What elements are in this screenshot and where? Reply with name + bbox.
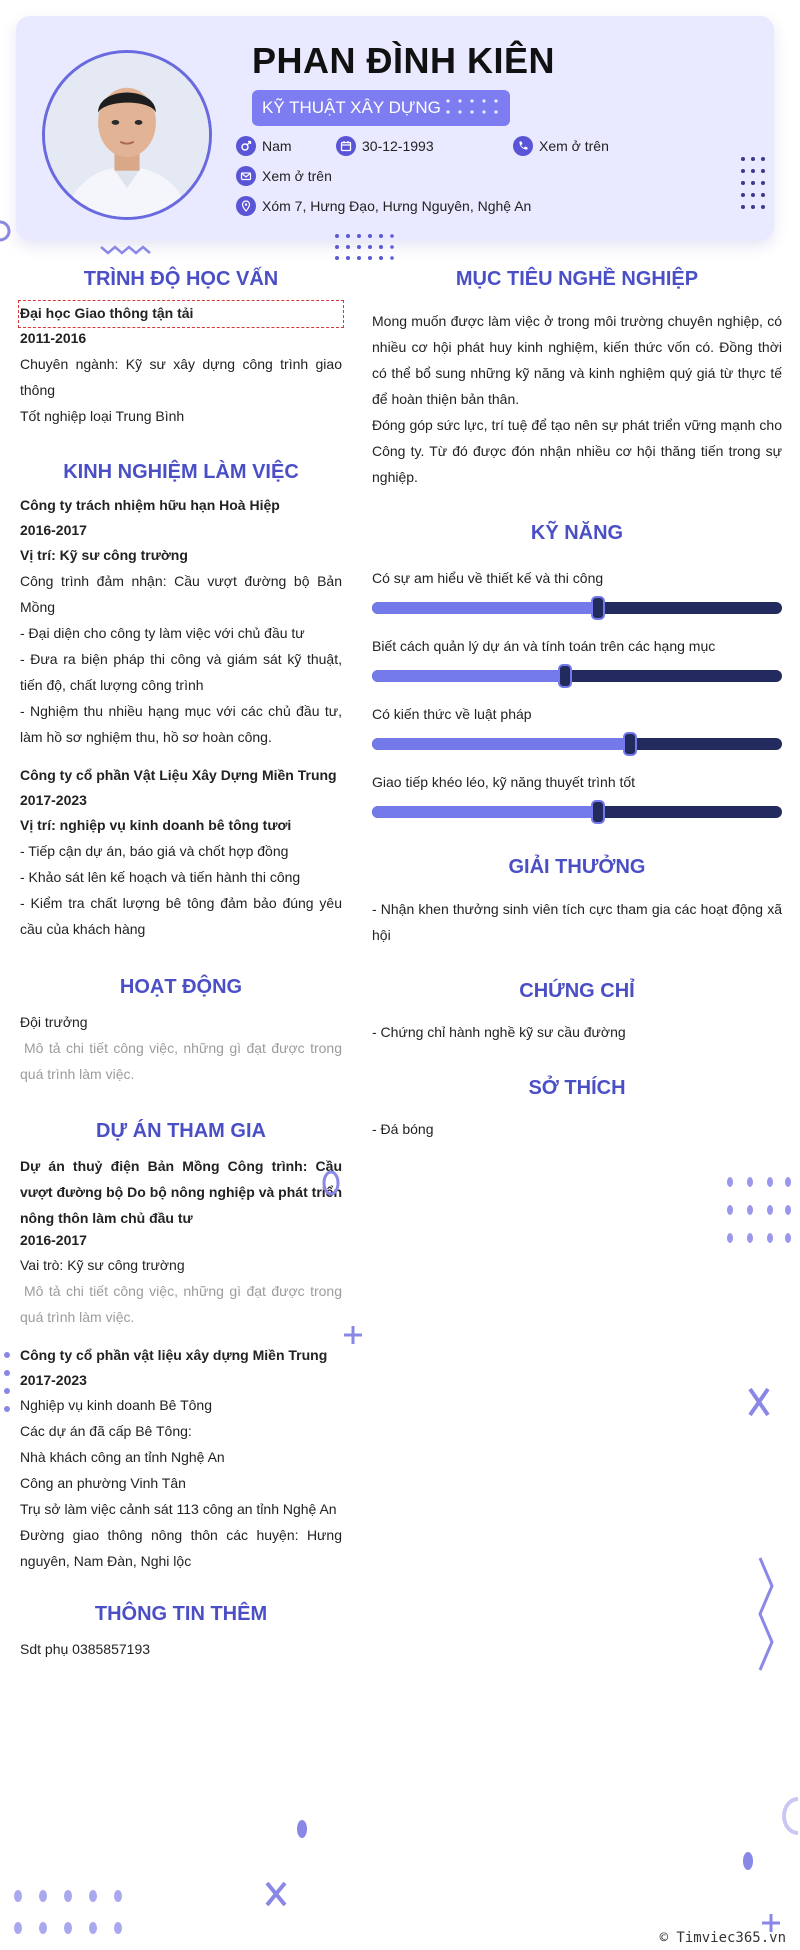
skill-bar <box>372 670 782 682</box>
half-ring-icon <box>782 1796 800 1836</box>
certificates-text: - Chứng chỉ hành nghề kỹ sư cầu đường <box>372 1024 626 1040</box>
skill-bar-handle[interactable] <box>591 596 605 620</box>
plus-icon <box>342 1324 364 1346</box>
job-line: Công trình đảm nhận: Cầu vượt đường bộ Bản Mồng <box>20 573 342 615</box>
skill-bar-handle[interactable] <box>591 800 605 824</box>
candidate-name: PHAN ĐÌNH KIÊN <box>252 40 556 81</box>
project-description: Mô tả chi tiết công việc, những gì đạt được trong quá trình làm việc. <box>20 1283 342 1325</box>
email-row: Xem ở trên <box>236 166 332 186</box>
job-line: - Tiếp cận dự án, báo giá và chốt hợp đồng <box>20 843 289 859</box>
dot-icon <box>296 1818 308 1840</box>
job-line: - Nghiệm thu nhiều hạng mục với các chủ đầu tư, làm hồ sơ nghiệm thu, hồ sơ hoàn công. <box>20 703 342 745</box>
skill-bar <box>372 602 782 614</box>
project-line: Trụ sở làm việc cảnh sát 113 công an tỉnh Nghệ An <box>20 1501 337 1517</box>
extra-info-text: Sdt phụ 0385857193 <box>20 1641 151 1657</box>
skill-bar-fill <box>372 670 565 682</box>
skill-label: Biết cách quản lý dự án và tính toán trên các hạng mục <box>372 638 716 654</box>
dots-column-icon <box>0 1350 14 1420</box>
location-pin-icon <box>236 196 256 216</box>
wave-line-icon <box>100 244 154 256</box>
dot-icon <box>742 1850 754 1872</box>
skill-bar-handle[interactable] <box>623 732 637 756</box>
hobbies-title: SỞ THÍCH <box>528 1077 626 1099</box>
avatar <box>42 50 212 220</box>
phone-row: Xem ở trên <box>513 136 609 156</box>
skill-label: Có kiến thức về luật pháp <box>372 706 532 722</box>
skill-bar-fill <box>372 602 598 614</box>
project-name: Công ty cổ phần vật liệu xây dựng Miền Trung <box>20 1347 328 1363</box>
job-title: KỸ THUẬT XÂY DỰNG <box>262 98 441 117</box>
job-line: - Đưa ra biện pháp thi công và giám sát kỹ thuật, tiến độ, chất lượng công trình <box>20 651 342 693</box>
project-period: 2017-2023 <box>20 1372 87 1388</box>
dots-decoration-icon <box>722 1172 792 1248</box>
job-company: Công ty trách nhiệm hữu hạn Hoà Hiệp <box>20 497 280 513</box>
cross-icon <box>264 1880 288 1908</box>
education-grade: Tốt nghiệp loại Trung Bình <box>20 408 185 424</box>
job-position: Vị trí: nghiệp vụ kinh doanh bê tông tươi <box>20 817 292 833</box>
dots-decoration-icon <box>444 96 500 118</box>
project-line: Các dự án đã cấp Bê Tông: <box>20 1423 192 1439</box>
project-line: Nhà khách công an tỉnh Nghệ An <box>20 1449 225 1465</box>
dots-decoration-icon <box>740 156 766 212</box>
gender-icon <box>236 136 256 156</box>
certificates-title: CHỨNG CHỈ <box>519 980 635 1002</box>
project-line: Đường giao thông nông thôn các huyện: Hưng nguyên, Nam Đàn, Nghi lộc <box>20 1527 342 1569</box>
half-ring-icon <box>0 220 14 242</box>
skills-title: KỸ NĂNG <box>530 522 624 544</box>
objective-paragraph: Mong muốn được làm việc ở trong môi trường chuyên nghiệp, có nhiều cơ hội phát huy kinh nghiệm, kiến thức vốn có. Đồng thời có thể bổ sung những kỹ năng và kinh nghiệm quý giá từ thực tế để hoàn thiện bản thân. <box>372 313 782 407</box>
project-role: Vai trò: Kỹ sư công trường <box>20 1257 185 1273</box>
education-major: Chuyên ngành: Kỹ sư xây dựng công trình giao thông <box>20 356 342 398</box>
skill-bar-fill <box>372 738 630 750</box>
project-period: 2016-2017 <box>20 1232 87 1248</box>
project-line: Công an phường Vinh Tân <box>20 1475 186 1491</box>
address-row: Xóm 7, Hưng Đạo, Hưng Nguyên, Nghệ An <box>236 196 531 216</box>
education-period: 2011-2016 <box>20 330 87 346</box>
mail-icon <box>236 166 256 186</box>
education-title: TRÌNH ĐỘ HỌC VẤN <box>83 268 279 290</box>
skill-bar <box>372 738 782 750</box>
job-line: - Khảo sát lên kế hoạch và tiến hành thi công <box>20 869 301 885</box>
job-title-badge <box>252 90 510 126</box>
phone-icon <box>513 136 533 156</box>
watermark: © Timviec365.vn <box>659 1930 786 1946</box>
activity-description: Mô tả chi tiết công việc, những gì đạt được trong quá trình làm việc. <box>20 1040 342 1082</box>
project-name: Dự án thuỷ điện Bản Mồng Công trình: Cầu vượt đường bộ Do bộ nông nghiệp và phát triển nông thôn làm chủ đầu tư <box>20 1158 342 1226</box>
job-line: - Kiểm tra chất lượng bê tông đảm bảo đúng yêu cầu của khách hàng <box>20 895 342 937</box>
education-school: Đại học Giao thông tận tải <box>20 305 194 321</box>
skill-bar-fill <box>372 806 598 818</box>
gender-row: Nam <box>236 136 292 156</box>
extra-info-title: THÔNG TIN THÊM <box>94 1603 268 1625</box>
experience-title: KINH NGHIỆM LÀM VIỆC <box>63 461 299 483</box>
ring-icon <box>320 1168 342 1198</box>
skill-label: Giao tiếp khéo léo, kỹ năng thuyết trình tốt <box>372 774 636 790</box>
cross-icon <box>746 1386 772 1418</box>
dots-decoration-icon <box>10 1886 130 1942</box>
objective-title: MỤC TIÊU NGHỀ NGHIỆP <box>455 268 699 290</box>
job-position: Vị trí: Kỹ sư công trường <box>20 547 188 563</box>
activity-role: Đội trưởng <box>20 1014 88 1030</box>
portrait-image <box>45 53 209 217</box>
awards-text: - Nhận khen thưởng sinh viên tích cực tham gia các hoạt động xã hội <box>372 901 782 943</box>
objective-paragraph: Đóng góp sức lực, trí tuệ để tạo nên sự phát triển vững mạnh cho Công ty. Từ đó được đón nhận nhiều cơ hội thăng tiến trong sự nghiệp. <box>372 417 782 485</box>
birthdate-row: 30-12-1993 <box>336 136 434 156</box>
job-period: 2017-2023 <box>20 792 87 808</box>
job-period: 2016-2017 <box>20 522 87 538</box>
skill-bar <box>372 806 782 818</box>
hobbies-text: - Đá bóng <box>372 1121 434 1137</box>
job-company: Công ty cổ phần Vật Liệu Xây Dựng Miền Trung <box>20 767 337 783</box>
calendar-icon <box>336 136 356 156</box>
activities-title: HOẠT ĐỘNG <box>119 976 243 998</box>
skill-bar-handle[interactable] <box>558 664 572 688</box>
awards-title: GIẢI THƯỞNG <box>508 856 646 878</box>
header-card <box>16 16 774 240</box>
zigzag-line-icon <box>756 1556 776 1674</box>
job-line: - Đại diện cho công ty làm việc với chủ đầu tư <box>20 625 305 641</box>
skill-label: Có sự am hiểu về thiết kế và thi công <box>372 570 604 586</box>
projects-title: DỰ ÁN THAM GIA <box>96 1120 266 1142</box>
dots-decoration-icon <box>334 232 394 262</box>
project-line: Nghiệp vụ kinh doanh Bê Tông <box>20 1397 212 1413</box>
